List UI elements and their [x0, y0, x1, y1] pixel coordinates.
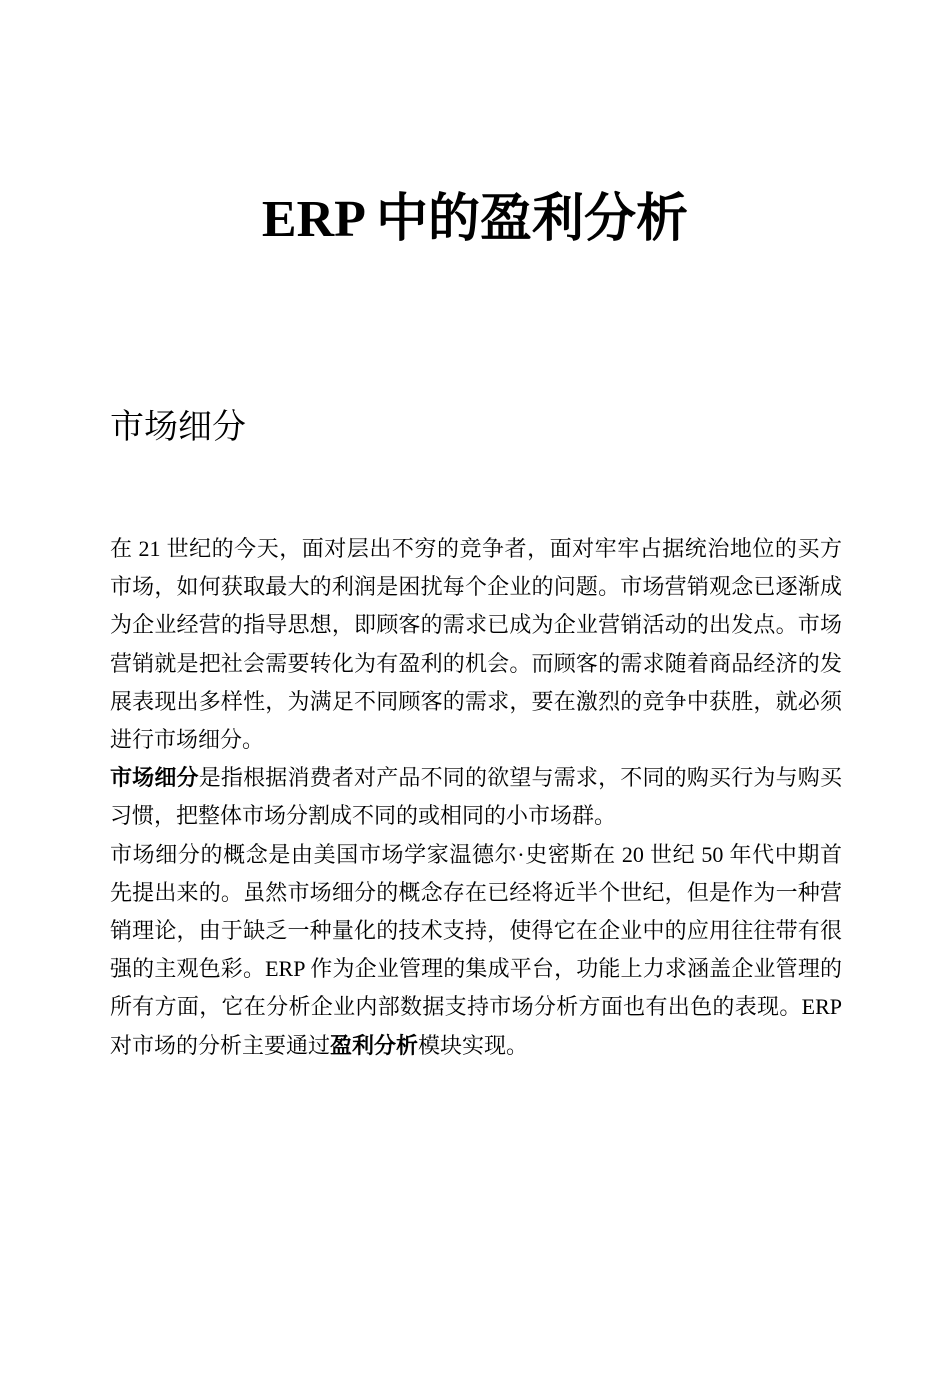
- paragraph-definition: [110, 759, 842, 835]
- document-title: ERP 中的盈利分析: [261, 191, 689, 248]
- bold-term-profit-analysis: 盈利分析: [330, 1032, 419, 1058]
- history-end-text: 模块实现。: [418, 1032, 529, 1058]
- bold-term-market-segmentation: 市场细分: [110, 765, 199, 791]
- paragraph-intro: 在 21 世纪的今天，面对层出不穷的竞争者，面对牢牢占据统治地位的买方市场，如何获取最大的利润是困扰每个企业的问题。市场营销观念已逐渐成为企业经营的指导思想，即顾客的需求已成为企业营销活动的出发点。市场营销就是把社会需要转化为有盈利的机会。而顾客的需求随着商品经济的发展表现出多样性，为满足不同顾客的需求，要在激烈的竞争中获胜，就必须进行市场细分。: [110, 536, 842, 753]
- paragraph-history: [110, 836, 842, 1065]
- history-text: 市场细分的概念是由美国市场学家温德尔·史密斯在 20 世纪 50 年代中期首先提出来的。虽然市场细分的概念存在已经将近半个世纪，但是作为一种营销理论，由于缺乏一种量化的技术支持，使得它在企业中的应用往往带有很强的主观色彩。ERP 作为企业管理的集成平台，功能上力求涵盖企业管理的所有方面，它在分析企业内部数据支持市场分析方面也有出色的表现。ERP 对市场的分析主要通过: [110, 841, 842, 1058]
- definition-text: 是指根据消费者对产品不同的欲望与需求，不同的购买行为与购买习惯，把整体市场分割成不同的或相同的小市场群。: [110, 765, 842, 829]
- body-text: [110, 530, 842, 1065]
- section-heading: 市场细分: [110, 408, 246, 446]
